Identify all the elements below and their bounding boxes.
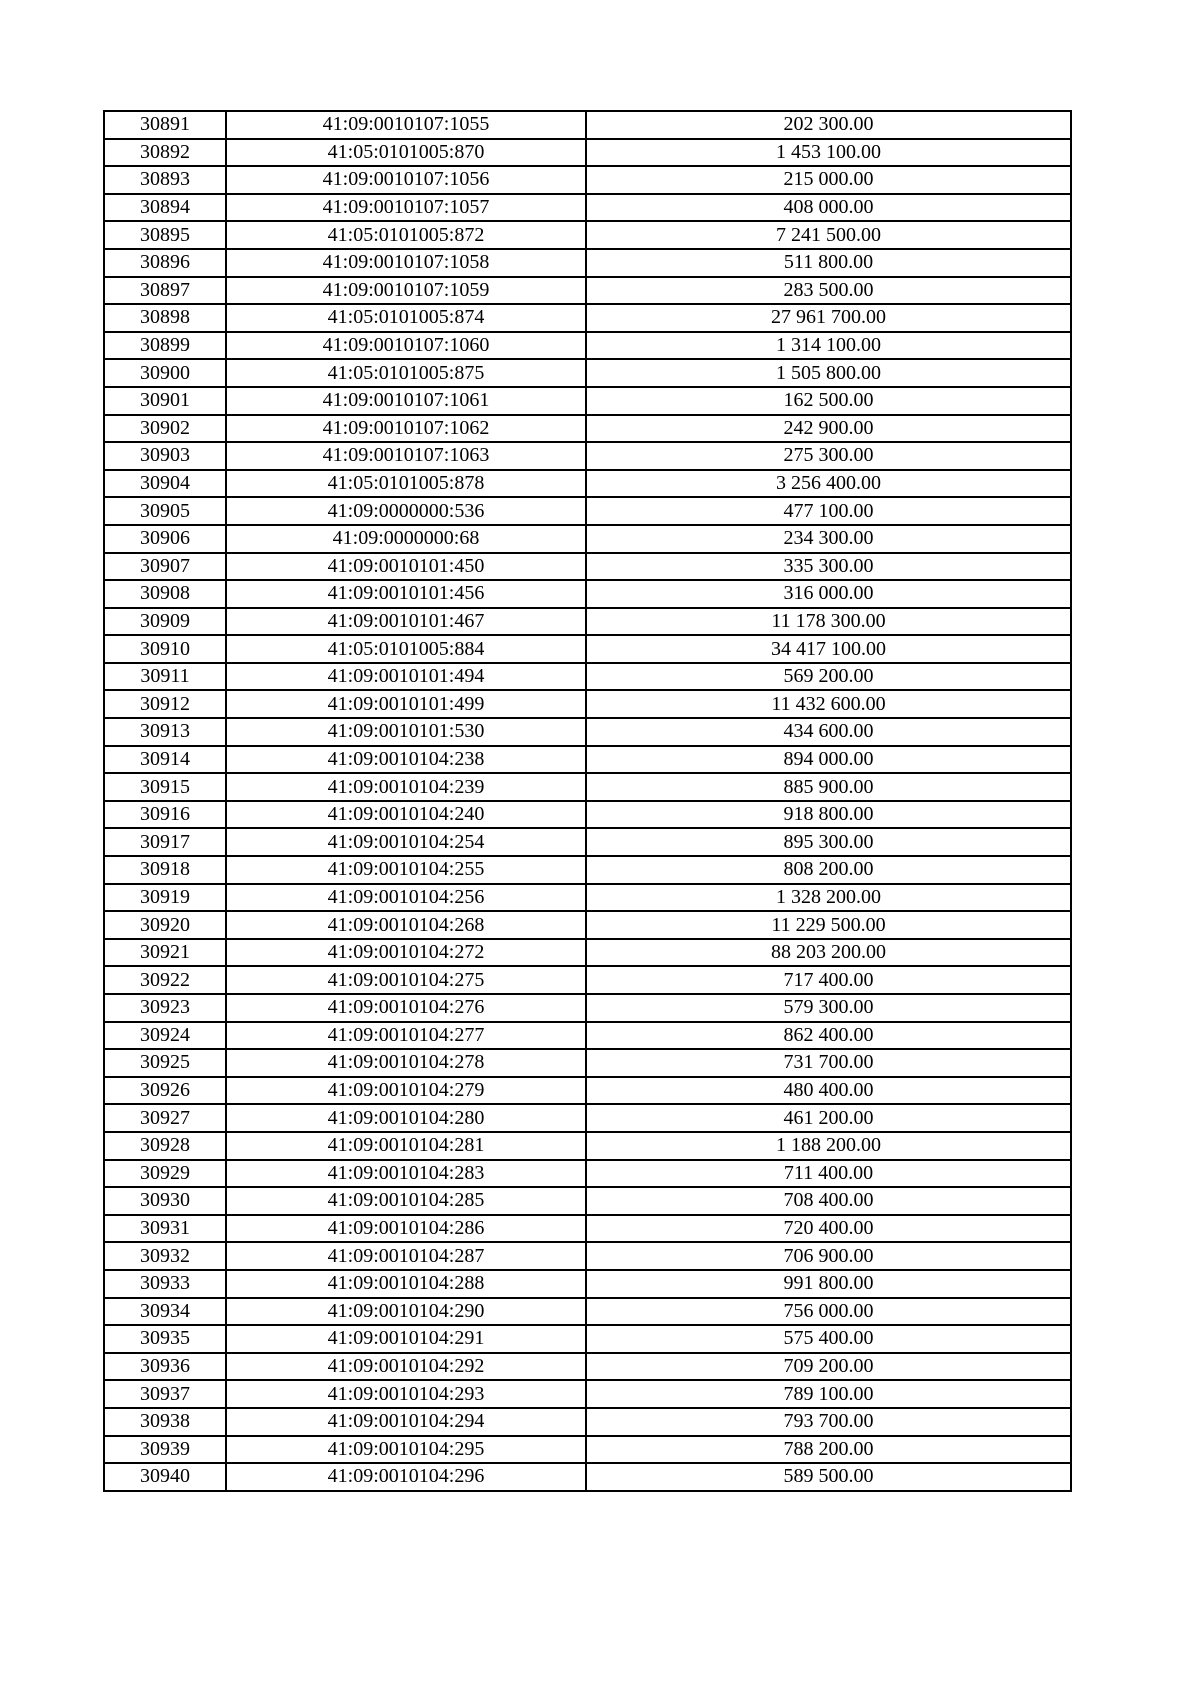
table-row [104,497,1071,525]
row-number-cell: 30916 [104,801,226,829]
cadastral-value-cell: 3 256 400.00 [586,470,1071,498]
row-number-cell: 30900 [104,359,226,387]
row-number-cell: 30923 [104,994,226,1022]
row-number-cell: 30910 [104,635,226,663]
row-number-cell: 30914 [104,746,226,774]
cadastral-number-cell: 41:09:0010104:280 [226,1104,586,1132]
table-row [104,139,1071,167]
row-number-cell: 30924 [104,1022,226,1050]
cadastral-value-cell: 1 505 800.00 [586,359,1071,387]
table-row [104,994,1071,1022]
cadastral-value-cell: 11 432 600.00 [586,690,1071,718]
table-row [104,1049,1071,1077]
table-row [104,1270,1071,1298]
table-row [104,1160,1071,1188]
row-number-cell: 30895 [104,221,226,249]
table-row [104,553,1071,581]
cadastral-value-cell: 731 700.00 [586,1049,1071,1077]
cadastral-value-cell: 885 900.00 [586,773,1071,801]
table-row [104,635,1071,663]
cadastral-value-cell: 316 000.00 [586,580,1071,608]
cadastral-value-cell: 34 417 100.00 [586,635,1071,663]
cadastral-value-cell: 717 400.00 [586,966,1071,994]
cadastral-value-cell: 788 200.00 [586,1436,1071,1464]
row-number-cell: 30894 [104,194,226,222]
cadastral-number-cell: 41:05:0101005:874 [226,304,586,332]
cadastral-value-cell: 480 400.00 [586,1077,1071,1105]
cadastral-number-cell: 41:09:0010107:1058 [226,249,586,277]
cadastral-value-cell: 793 700.00 [586,1408,1071,1436]
cadastral-number-cell: 41:09:0010107:1061 [226,387,586,415]
cadastral-value-cell: 894 000.00 [586,746,1071,774]
cadastral-value-cell: 434 600.00 [586,718,1071,746]
row-number-cell: 30938 [104,1408,226,1436]
cadastral-value-cell: 7 241 500.00 [586,221,1071,249]
table-row [104,332,1071,360]
cadastral-value-cell: 918 800.00 [586,801,1071,829]
cadastral-number-cell: 41:09:0010104:295 [226,1436,586,1464]
table-row [104,442,1071,470]
cadastral-value-cell: 477 100.00 [586,497,1071,525]
cadastral-number-cell: 41:09:0010104:268 [226,911,586,939]
cadastral-number-cell: 41:09:0010104:293 [226,1380,586,1408]
cadastral-value-cell: 88 203 200.00 [586,939,1071,967]
cadastral-value-cell: 283 500.00 [586,277,1071,305]
row-number-cell: 30927 [104,1104,226,1132]
table-row [104,1463,1071,1491]
table-row [104,1242,1071,1270]
row-number-cell: 30903 [104,442,226,470]
cadastral-number-cell: 41:09:0010107:1059 [226,277,586,305]
cadastral-number-cell: 41:09:0010104:275 [226,966,586,994]
cadastral-number-cell: 41:09:0010107:1056 [226,166,586,194]
row-number-cell: 30934 [104,1298,226,1326]
table-row [104,746,1071,774]
cadastral-number-cell: 41:09:0010107:1055 [226,111,586,139]
row-number-cell: 30902 [104,415,226,443]
cadastral-value-cell: 575 400.00 [586,1325,1071,1353]
row-number-cell: 30931 [104,1215,226,1243]
table-row [104,525,1071,553]
cadastral-value-cell: 408 000.00 [586,194,1071,222]
table-row [104,415,1071,443]
row-number-cell: 30896 [104,249,226,277]
row-number-cell: 30917 [104,828,226,856]
table-row [104,111,1071,139]
row-number-cell: 30921 [104,939,226,967]
table-row [104,884,1071,912]
cadastral-value-cell: 789 100.00 [586,1380,1071,1408]
row-number-cell: 30907 [104,553,226,581]
cadastral-number-cell: 41:09:0010104:285 [226,1187,586,1215]
cadastral-number-cell: 41:09:0000000:68 [226,525,586,553]
row-number-cell: 30905 [104,497,226,525]
cadastral-number-cell: 41:09:0010101:456 [226,580,586,608]
row-number-cell: 30920 [104,911,226,939]
cadastral-number-cell: 41:05:0101005:884 [226,635,586,663]
cadastral-number-cell: 41:09:0010107:1060 [226,332,586,360]
row-number-cell: 30898 [104,304,226,332]
cadastral-number-cell: 41:09:0010104:296 [226,1463,586,1491]
cadastral-value-cell: 756 000.00 [586,1298,1071,1326]
table-row [104,166,1071,194]
row-number-cell: 30909 [104,608,226,636]
cadastral-number-cell: 41:09:0010107:1062 [226,415,586,443]
cadastral-value-cell: 27 961 700.00 [586,304,1071,332]
cadastral-number-cell: 41:09:0010107:1057 [226,194,586,222]
row-number-cell: 30911 [104,663,226,691]
table-row [104,773,1071,801]
cadastral-number-cell: 41:09:0010104:240 [226,801,586,829]
cadastral-number-cell: 41:09:0010104:255 [226,856,586,884]
cadastral-value-cell: 862 400.00 [586,1022,1071,1050]
cadastral-value-cell: 589 500.00 [586,1463,1071,1491]
row-number-cell: 30892 [104,139,226,167]
cadastral-number-cell: 41:09:0000000:536 [226,497,586,525]
row-number-cell: 30925 [104,1049,226,1077]
table-body [104,111,1071,1491]
cadastral-number-cell: 41:05:0101005:878 [226,470,586,498]
cadastral-value-cell: 234 300.00 [586,525,1071,553]
cadastral-value-cell: 215 000.00 [586,166,1071,194]
row-number-cell: 30940 [104,1463,226,1491]
cadastral-value-cell: 242 900.00 [586,415,1071,443]
row-number-cell: 30930 [104,1187,226,1215]
row-number-cell: 30899 [104,332,226,360]
table-row [104,277,1071,305]
row-number-cell: 30897 [104,277,226,305]
cadastral-value-cell: 275 300.00 [586,442,1071,470]
cadastral-value-cell: 991 800.00 [586,1270,1071,1298]
cadastral-value-cell: 511 800.00 [586,249,1071,277]
cadastral-number-cell: 41:09:0010104:239 [226,773,586,801]
row-number-cell: 30908 [104,580,226,608]
table-row [104,249,1071,277]
table-row [104,1215,1071,1243]
table-row [104,663,1071,691]
table-row [104,1132,1071,1160]
row-number-cell: 30939 [104,1436,226,1464]
cadastral-value-cell: 11 178 300.00 [586,608,1071,636]
row-number-cell: 30901 [104,387,226,415]
cadastral-number-cell: 41:09:0010104:291 [226,1325,586,1353]
row-number-cell: 30929 [104,1160,226,1188]
cadastral-value-table [103,110,1072,1492]
cadastral-value-cell: 711 400.00 [586,1160,1071,1188]
table-row [104,1187,1071,1215]
row-number-cell: 30904 [104,470,226,498]
cadastral-number-cell: 41:09:0010101:494 [226,663,586,691]
table-row [104,1353,1071,1381]
table-row [104,856,1071,884]
table-row [104,1408,1071,1436]
row-number-cell: 30936 [104,1353,226,1381]
table-row [104,304,1071,332]
cadastral-value-cell: 335 300.00 [586,553,1071,581]
cadastral-number-cell: 41:09:0010104:281 [226,1132,586,1160]
cadastral-number-cell: 41:05:0101005:870 [226,139,586,167]
cadastral-value-cell: 708 400.00 [586,1187,1071,1215]
cadastral-value-cell: 808 200.00 [586,856,1071,884]
cadastral-value-cell: 461 200.00 [586,1104,1071,1132]
table-row [104,911,1071,939]
table-row [104,1022,1071,1050]
table-row [104,359,1071,387]
cadastral-number-cell: 41:09:0010104:286 [226,1215,586,1243]
cadastral-value-cell: 202 300.00 [586,111,1071,139]
cadastral-number-cell: 41:09:0010104:288 [226,1270,586,1298]
row-number-cell: 30937 [104,1380,226,1408]
cadastral-value-cell: 11 229 500.00 [586,911,1071,939]
cadastral-value-cell: 709 200.00 [586,1353,1071,1381]
row-number-cell: 30893 [104,166,226,194]
row-number-cell: 30935 [104,1325,226,1353]
row-number-cell: 30928 [104,1132,226,1160]
table-row [104,690,1071,718]
row-number-cell: 30915 [104,773,226,801]
table-row [104,1380,1071,1408]
cadastral-number-cell: 41:09:0010101:450 [226,553,586,581]
cadastral-value-cell: 1 188 200.00 [586,1132,1071,1160]
cadastral-number-cell: 41:09:0010101:530 [226,718,586,746]
table-row [104,1325,1071,1353]
cadastral-number-cell: 41:09:0010104:256 [226,884,586,912]
cadastral-number-cell: 41:05:0101005:875 [226,359,586,387]
cadastral-value-cell: 579 300.00 [586,994,1071,1022]
cadastral-number-cell: 41:09:0010104:283 [226,1160,586,1188]
cadastral-number-cell: 41:09:0010104:272 [226,939,586,967]
table-row [104,608,1071,636]
table-row [104,221,1071,249]
table-row [104,1436,1071,1464]
table-row [104,939,1071,967]
row-number-cell: 30926 [104,1077,226,1105]
table-row [104,387,1071,415]
cadastral-number-cell: 41:09:0010104:290 [226,1298,586,1326]
table-row [104,1077,1071,1105]
row-number-cell: 30919 [104,884,226,912]
row-number-cell: 30918 [104,856,226,884]
table-row [104,194,1071,222]
table-row [104,801,1071,829]
row-number-cell: 30913 [104,718,226,746]
cadastral-number-cell: 41:09:0010101:467 [226,608,586,636]
cadastral-value-cell: 895 300.00 [586,828,1071,856]
table-row [104,828,1071,856]
cadastral-number-cell: 41:09:0010104:276 [226,994,586,1022]
cadastral-number-cell: 41:09:0010101:499 [226,690,586,718]
table-row [104,1104,1071,1132]
cadastral-number-cell: 41:09:0010107:1063 [226,442,586,470]
cadastral-value-cell: 1 328 200.00 [586,884,1071,912]
cadastral-value-cell: 1 453 100.00 [586,139,1071,167]
table-row [104,580,1071,608]
row-number-cell: 30933 [104,1270,226,1298]
row-number-cell: 30932 [104,1242,226,1270]
cadastral-number-cell: 41:09:0010104:278 [226,1049,586,1077]
table-row [104,470,1071,498]
row-number-cell: 30906 [104,525,226,553]
cadastral-number-cell: 41:09:0010104:292 [226,1353,586,1381]
cadastral-number-cell: 41:09:0010104:238 [226,746,586,774]
cadastral-number-cell: 41:09:0010104:277 [226,1022,586,1050]
cadastral-number-cell: 41:09:0010104:287 [226,1242,586,1270]
cadastral-value-cell: 1 314 100.00 [586,332,1071,360]
row-number-cell: 30891 [104,111,226,139]
cadastral-number-cell: 41:05:0101005:872 [226,221,586,249]
table-row [104,966,1071,994]
table-row [104,1298,1071,1326]
cadastral-value-cell: 569 200.00 [586,663,1071,691]
cadastral-number-cell: 41:09:0010104:294 [226,1408,586,1436]
table-row [104,718,1071,746]
row-number-cell: 30912 [104,690,226,718]
cadastral-value-cell: 706 900.00 [586,1242,1071,1270]
cadastral-value-cell: 162 500.00 [586,387,1071,415]
cadastral-number-cell: 41:09:0010104:254 [226,828,586,856]
row-number-cell: 30922 [104,966,226,994]
cadastral-value-cell: 720 400.00 [586,1215,1071,1243]
cadastral-number-cell: 41:09:0010104:279 [226,1077,586,1105]
